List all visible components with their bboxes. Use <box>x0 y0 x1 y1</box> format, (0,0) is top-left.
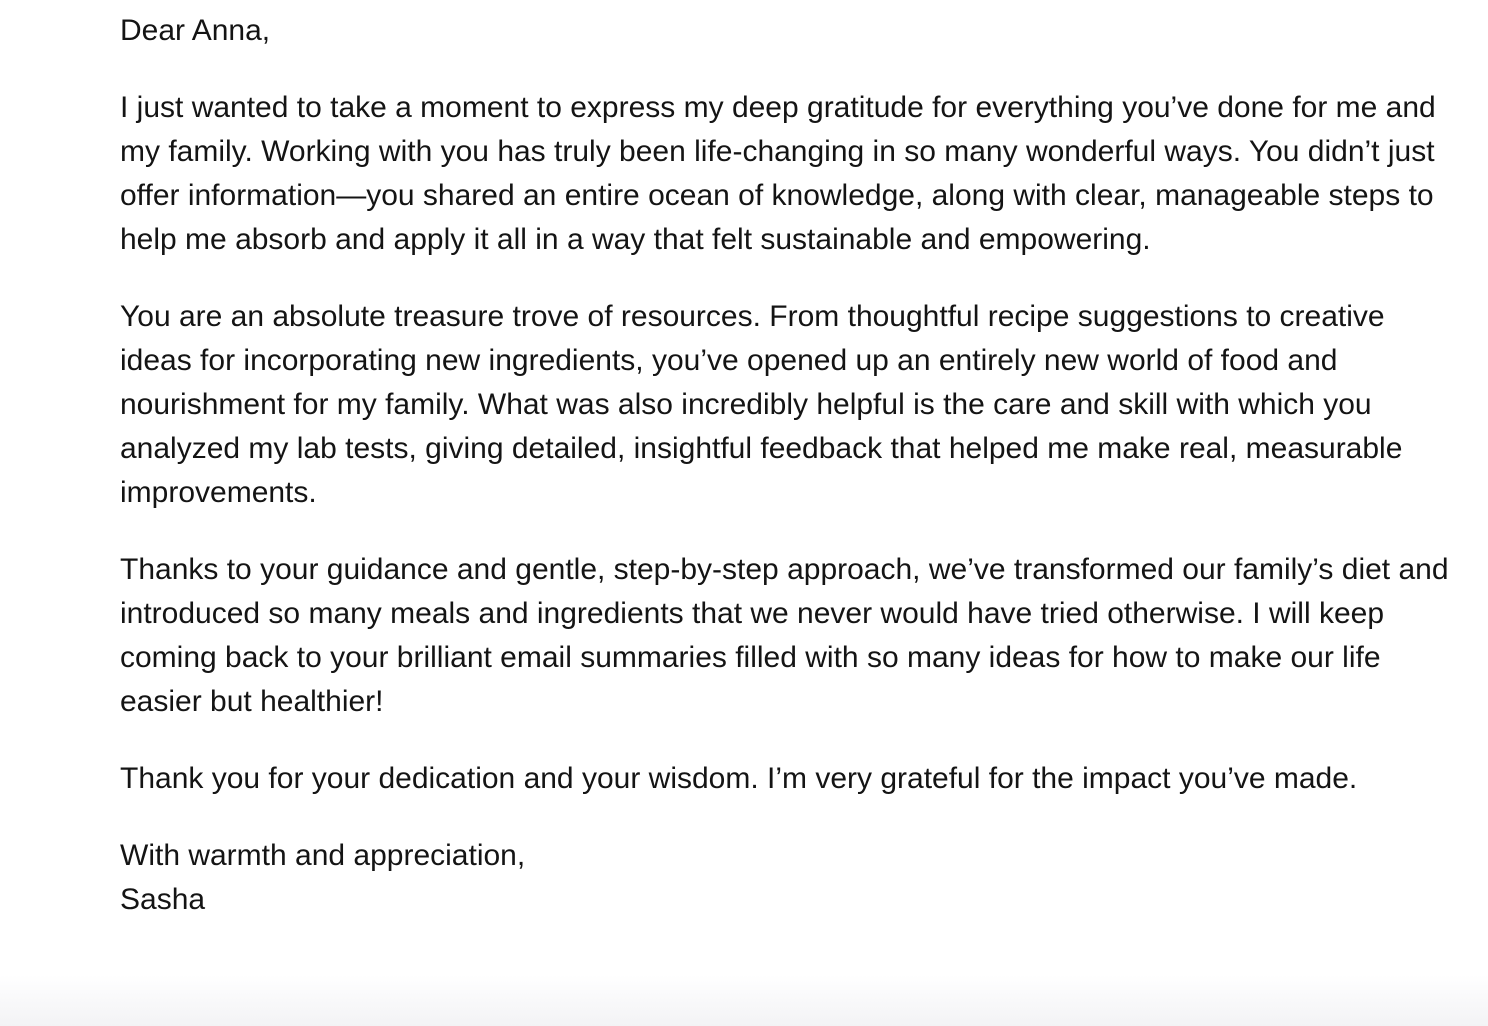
letter-paragraph-1: I just wanted to take a moment to express my deep gratitude for everything you’ve done for me and my family. Working with you has truly been life-changing in so many wonderful ways. You didn’t just offer information—you shared an entire ocean of knowledge, along with clear, manageable steps to help me absorb and apply it all in a way that felt sustainable and empowering. <box>120 91 1436 256</box>
letter-paragraph-3: Thanks to your guidance and gentle, step-by-step approach, we’ve transformed our family’s diet and introduced so many meals and ingredients that we never would have tried otherwise. I will keep coming back to your brilliant email summaries filled with so many ideas for how to make our life easier but healthier! <box>120 553 1449 718</box>
letter-paragraph-2: You are an absolute treasure trove of resources. From thoughtful recipe suggestions to creative ideas for incorporating new ingredients, you’ve opened up an entirely new world of food and nourishment for my family. What was also incredibly helpful is the care and skill with which you analyzed my lab tests, giving detailed, insightful feedback that helped me make real, measurable improvements. <box>120 300 1403 509</box>
letter-body <box>120 9 1450 922</box>
letter-greeting: Dear Anna, <box>120 14 271 47</box>
letter-paragraph-4: Thank you for your dedication and your wisdom. I’m very grateful for the impact you’ve made. <box>120 762 1358 795</box>
letter-signature: Sasha <box>120 883 206 916</box>
letter-closing-block <box>120 834 1450 922</box>
letter-closing: With warmth and appreciation, <box>120 839 526 872</box>
